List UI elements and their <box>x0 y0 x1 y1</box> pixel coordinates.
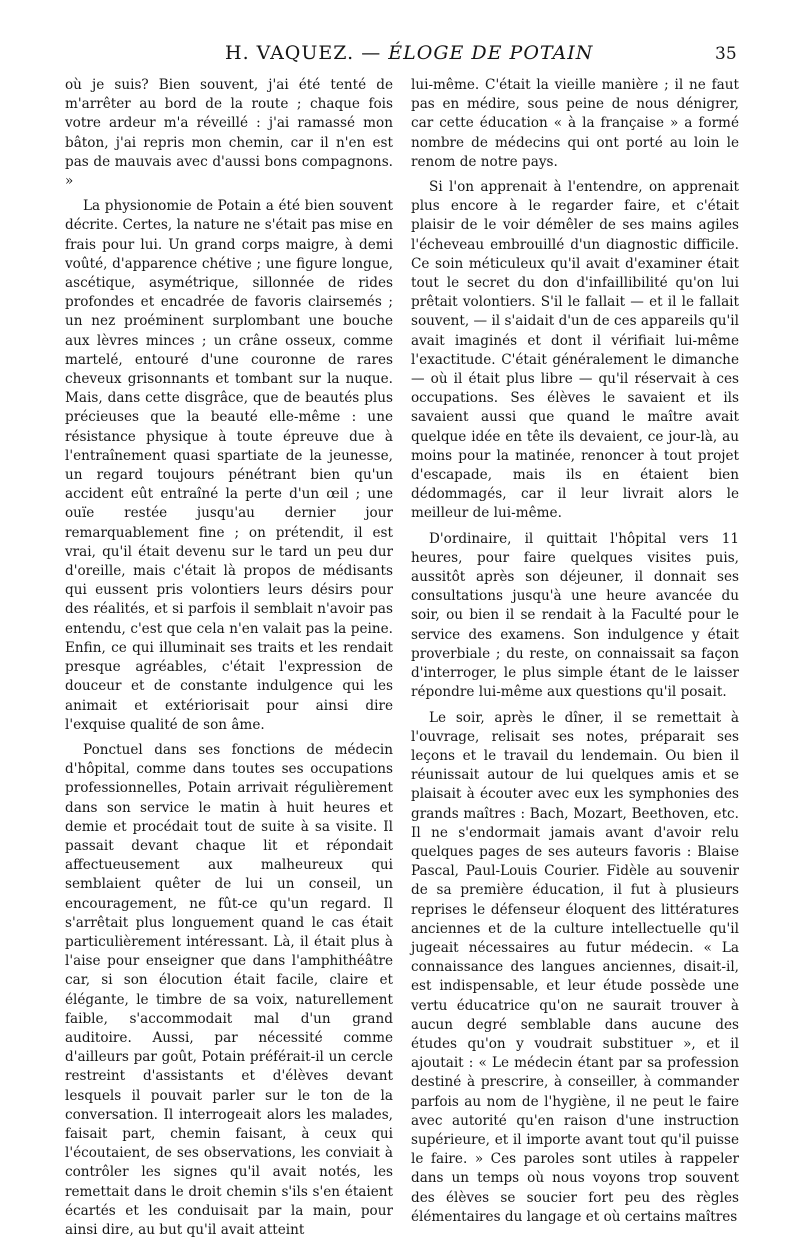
paragraph: D'ordinaire, il quittait l'hôpital vers 11 heures, pour faire quelques visites puis, aussitôt après son déjeuner, il donnait ses consultations jusqu'à une heure avancée du soir, ou bien il se rendait à la Faculté pour le service des examens. Son indulgence y était proverbiale ; du reste, on connaissait sa façon d'interroger, le plus simple étant de le laisser répondre lui-même aux questions qu'il posait. <box>411 530 739 701</box>
right-column <box>411 76 739 1227</box>
running-title <box>225 42 593 64</box>
page-header <box>0 42 800 72</box>
paragraph: lui-même. C'était la vieille manière ; il ne faut pas en médire, sous peine de nous dénigrer, car cette éducation « à la française » a formé nombre de médecins qui ont porté au loin le renom de notre pays. <box>411 77 739 170</box>
header-author: H. VAQUEZ. — <box>225 42 382 64</box>
left-column <box>65 76 393 1240</box>
paragraph: La physionomie de Potain a été bien souvent décrite. Certes, la nature ne s'était pas mise en frais pour lui. Un grand corps maigre, à demi voûté, d'apparence chétive ; une figure longue, ascétique, asymétrique, sillonnée de rides profondes et encadrée de favoris clairsemés ; un nez proéminent surplombant une bouche aux lèvres minces ; un crâne osseux, comme martelé, entouré d'une couronne de rares cheveux grisonnants et tombant sur la nuque. Mais, dans cette disgrâce, que de beautés plus précieuses que la beauté elle-même : une résistance physique à toute épreuve due à l'entraînement quasi spartiate de la jeunesse, un regard toujours pénétrant bien qu'un accident eût entraîné la perte d'un œil ; une ouïe restée jusqu'au dernier jour remarquablement fine ; on prétendit, il est vrai, qu'il était devenu sur le tard un peu dur d'oreille, mais c'était là propos de médisants qui eussent pris volontiers leurs désirs pour des réalités, et si parfois il semblait n'avoir pas entendu, c'est que cela n'en valait pas la peine. Enfin, ce qui illuminait ses traits et les rendait presque agréables, c'était l'expression de douceur et de constante indulgence qui les animait et extériorisait pour ainsi dire l'exquise qualité de son âme. <box>65 198 393 733</box>
paragraph: Si l'on apprenait à l'entendre, on apprenait plus encore à le regarder faire, et c'était plaisir de le voir démêler de ses mains agiles l'écheveau embrouillé d'un diagnostic difficile. Ce soin méticuleux qu'il avait d'examiner était tout le secret du don d'infaillibilité qu'on lui prêtait volontiers. S'il le fallait — et il le fallait souvent, — il s'aidait d'un de ces appareils qu'il avait imaginés et dont il vérifiait lui-même l'exactitude. C'était généralement le dimanche — où il était plus libre — qu'il réservait à ces occupations. Ses élèves le savaient et ils savaient aussi que quand le maître avait quelque idée en tête ils devaient, ce jour-là, au moins pour la matinée, renoncer à tout projet d'escapade, mais ils en étaient bien dédommagés, car il leur livrait alors le meilleur de lui-même. <box>411 179 739 522</box>
header-title: ÉLOGE DE POTAIN <box>388 42 594 64</box>
paragraph: où je suis? Bien souvent, j'ai été tenté de m'arrêter au bord de la route ; chaque fois votre ardeur m'a réveillé : j'ai ramassé mon bâton, j'ai repris mon chemin, car il n'en est pas de mauvais avec d'aussi bons compagnons. » <box>65 77 393 190</box>
page-number: 35 <box>715 44 737 64</box>
paragraph: Le soir, après le dîner, il se remettait à l'ouvrage, relisait ses notes, préparait ses leçons et le travail du lendemain. Ou bien il réunissait autour de lui quelques amis et se plaisait à écouter avec eux les symphonies des grands maîtres : Bach, Mozart, Beethoven, etc. Il ne s'endormait jamais avant d'avoir relu quelques pages de ses auteurs favoris : Blaise Pascal, Paul-Louis Courier. Fidèle au souvenir de sa première éducation, il fut à plusieurs reprises le défenseur éloquent des littératures anciennes et de la culture intellectuelle qu'il jugeait nécessaires au futur médecin. « La connaissance des langues anciennes, disait-il, est indispensable, et leur étude possède une vertu éducatrice qu'on ne saurait trouver à aucun degré semblable dans aucune des études qu'on y voudrait substituer », et il ajoutait : « Le médecin étant par sa profession destiné à prescrire, à conseiller, à commander parfois au nom de l'hygiène, il ne peut le faire avec autorité qu'en raison d'une instruction supérieure, et il importe avant tout qu'il puisse le faire. » Ces paroles sont utiles à rappeler dans un temps où nous voyons trop souvent des élèves se soucier fort peu des règles élémentaires du langage et où certains maîtres <box>411 709 739 1225</box>
paragraph: Ponctuel dans ses fonctions de médecin d'hôpital, comme dans toutes ses occupations professionnelles, Potain arrivait régulièrement dans son service le matin à huit heures et demie et procédait tout de suite à sa visite. Il passait devant chaque lit et répondait affectueusement aux malheureux qui semblaient quêter de lui un conseil, un encouragement, ne fût-ce qu'un regard. Il s'arrêtait plus longuement quand le cas était particulièrement intéressant. Là, il était plus à l'aise pour enseigner que dans l'amphithéâtre car, si son élocution était facile, claire et élégante, le timbre de sa voix, naturellement faible, s'accommodait mal d'un grand auditoire. Aussi, par nécessité comme d'ailleurs par goût, Potain préférait-il un cercle restreint d'assistants et d'élèves devant lesquels il pouvait parler sur le ton de la conversation. Il interrogeait alors les malades, faisait part, chemin faisant, à ceux qui l'écoutaient, de ses observations, les conviait à contrôler les signes qu'il avait notés, les remettait dans le droit chemin s'ils s'en étaient écartés et les conduisait par la main, pour ainsi dire, au but qu'il avait atteint <box>65 741 393 1238</box>
